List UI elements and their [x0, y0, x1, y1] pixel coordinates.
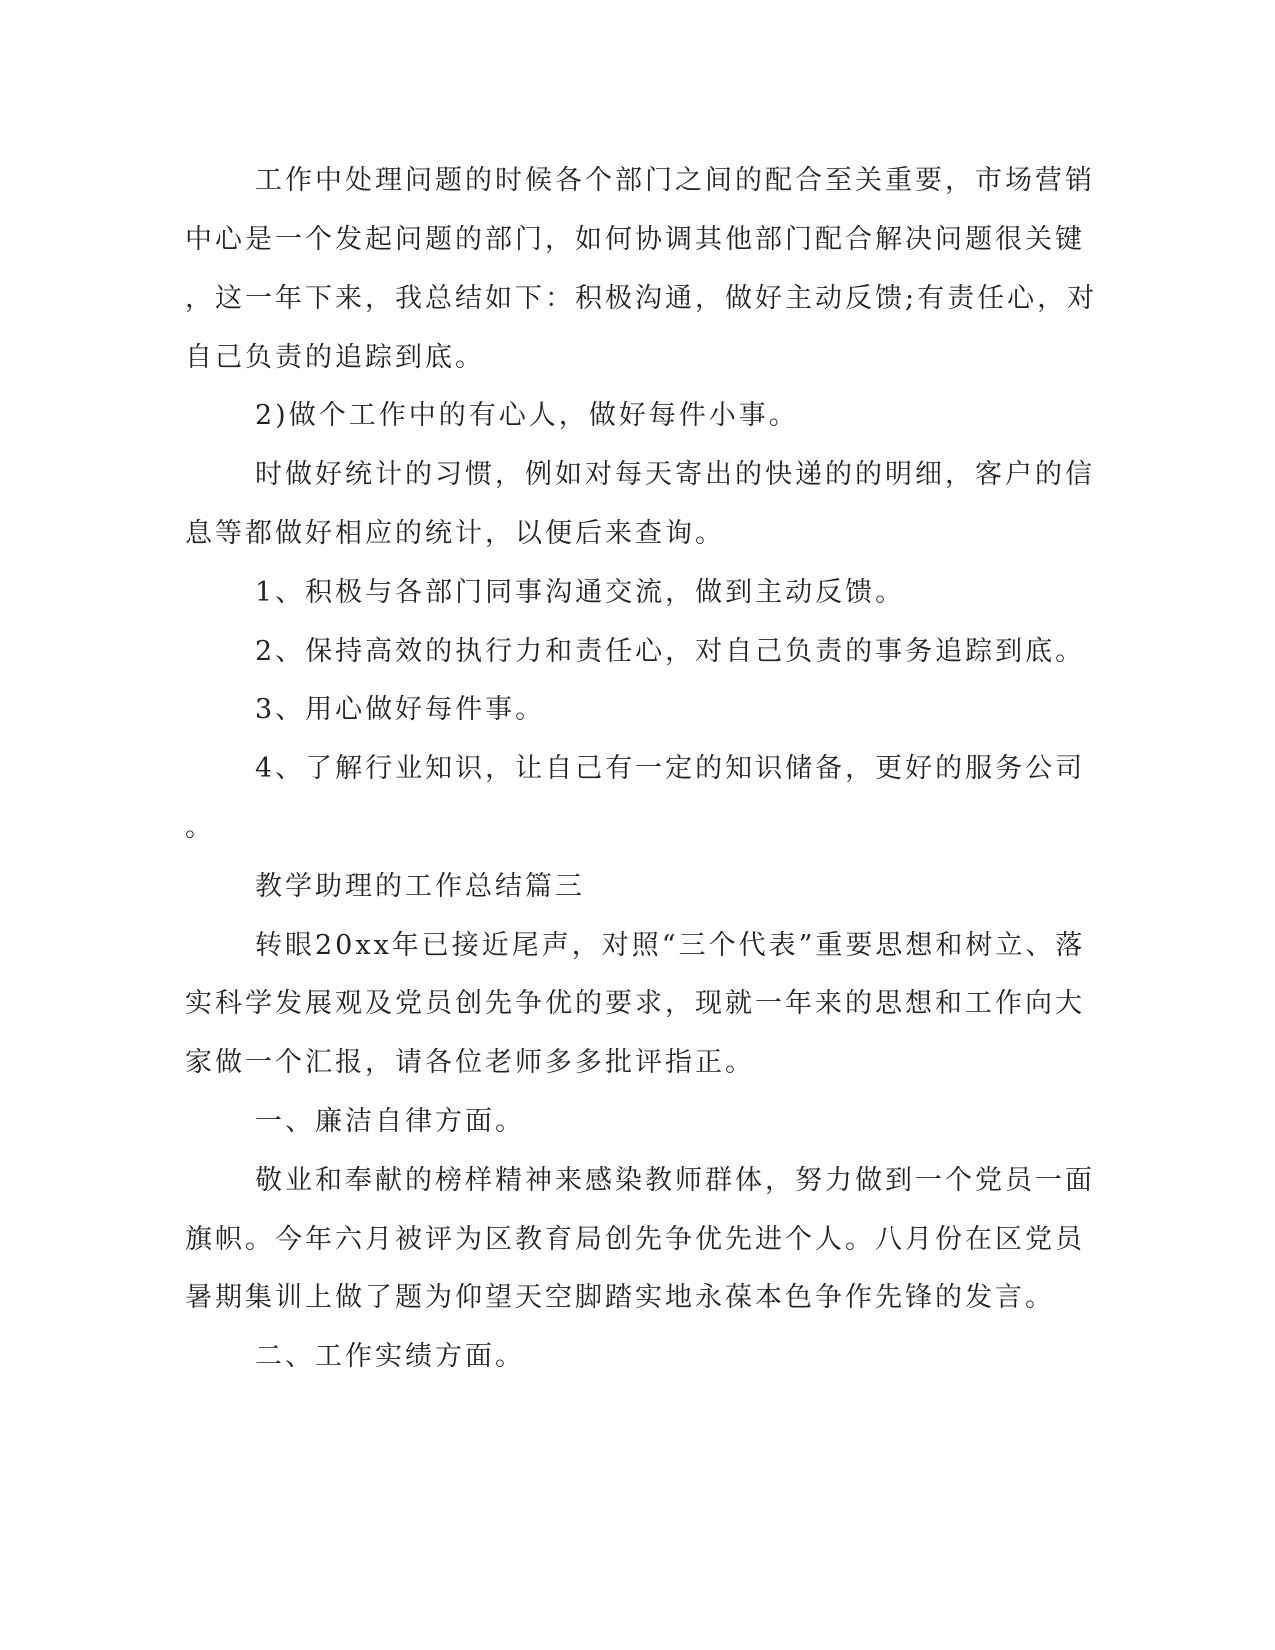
paragraph-line: ，这一年下来，我总结如下：积极沟通，做好主动反馈;有责任心，对 — [185, 283, 1098, 314]
paragraph-line: 中心是一个发起问题的部门，如何协调其他部门配合解决问题很关键 — [185, 224, 1085, 255]
paragraph-line: 息等都做好相应的统计，以便后来查询。 — [185, 518, 725, 549]
paragraph-line: 家做一个汇报，请各位老师多多批评指正。 — [185, 1047, 755, 1078]
list-item: 3、用心做好每件事。 — [255, 694, 546, 725]
list-item: 2、保持高效的执行力和责任心，对自己负责的事务追踪到底。 — [255, 636, 1086, 667]
paragraph-line: 。 — [185, 812, 215, 843]
paragraph-line: 实科学发展观及党员创先争优的要求，现就一年来的思想和工作向大 — [185, 988, 1085, 1019]
paragraph-line: 自己负责的追踪到底。 — [185, 342, 485, 373]
paragraph-line: 工作中处理问题的时候各个部门之间的配合至关重要，市场营销 — [255, 165, 1095, 196]
list-item: 4、了解行业知识，让自己有一定的知识储备，更好的服务公司 — [255, 753, 1086, 784]
paragraph-line: 敬业和奉献的榜样精神来感染教师群体，努力做到一个党员一面 — [255, 1165, 1095, 1196]
section-heading: 二、工作实绩方面。 — [255, 1341, 525, 1372]
paragraph-line: 旗帜。今年六月被评为区教育局创先争优先进个人。八月份在区党员 — [185, 1224, 1085, 1255]
paragraph-line: 暑期集训上做了题为仰望天空脚踏实地永葆本色争作先锋的发言。 — [185, 1282, 1055, 1313]
paragraph-line: 转眼20xx年已接近尾声，对照“三个代表”重要思想和树立、落 — [255, 930, 1086, 961]
paragraph-line: 2)做个工作中的有心人，做好每件小事。 — [255, 400, 799, 431]
list-item: 1、积极与各部门同事沟通交流，做到主动反馈。 — [255, 577, 906, 608]
paragraph-line: 时做好统计的习惯，例如对每天寄出的快递的的明细，客户的信 — [255, 459, 1095, 490]
section-heading: 教学助理的工作总结篇三 — [255, 871, 585, 902]
section-heading: 一、廉洁自律方面。 — [255, 1106, 525, 1137]
